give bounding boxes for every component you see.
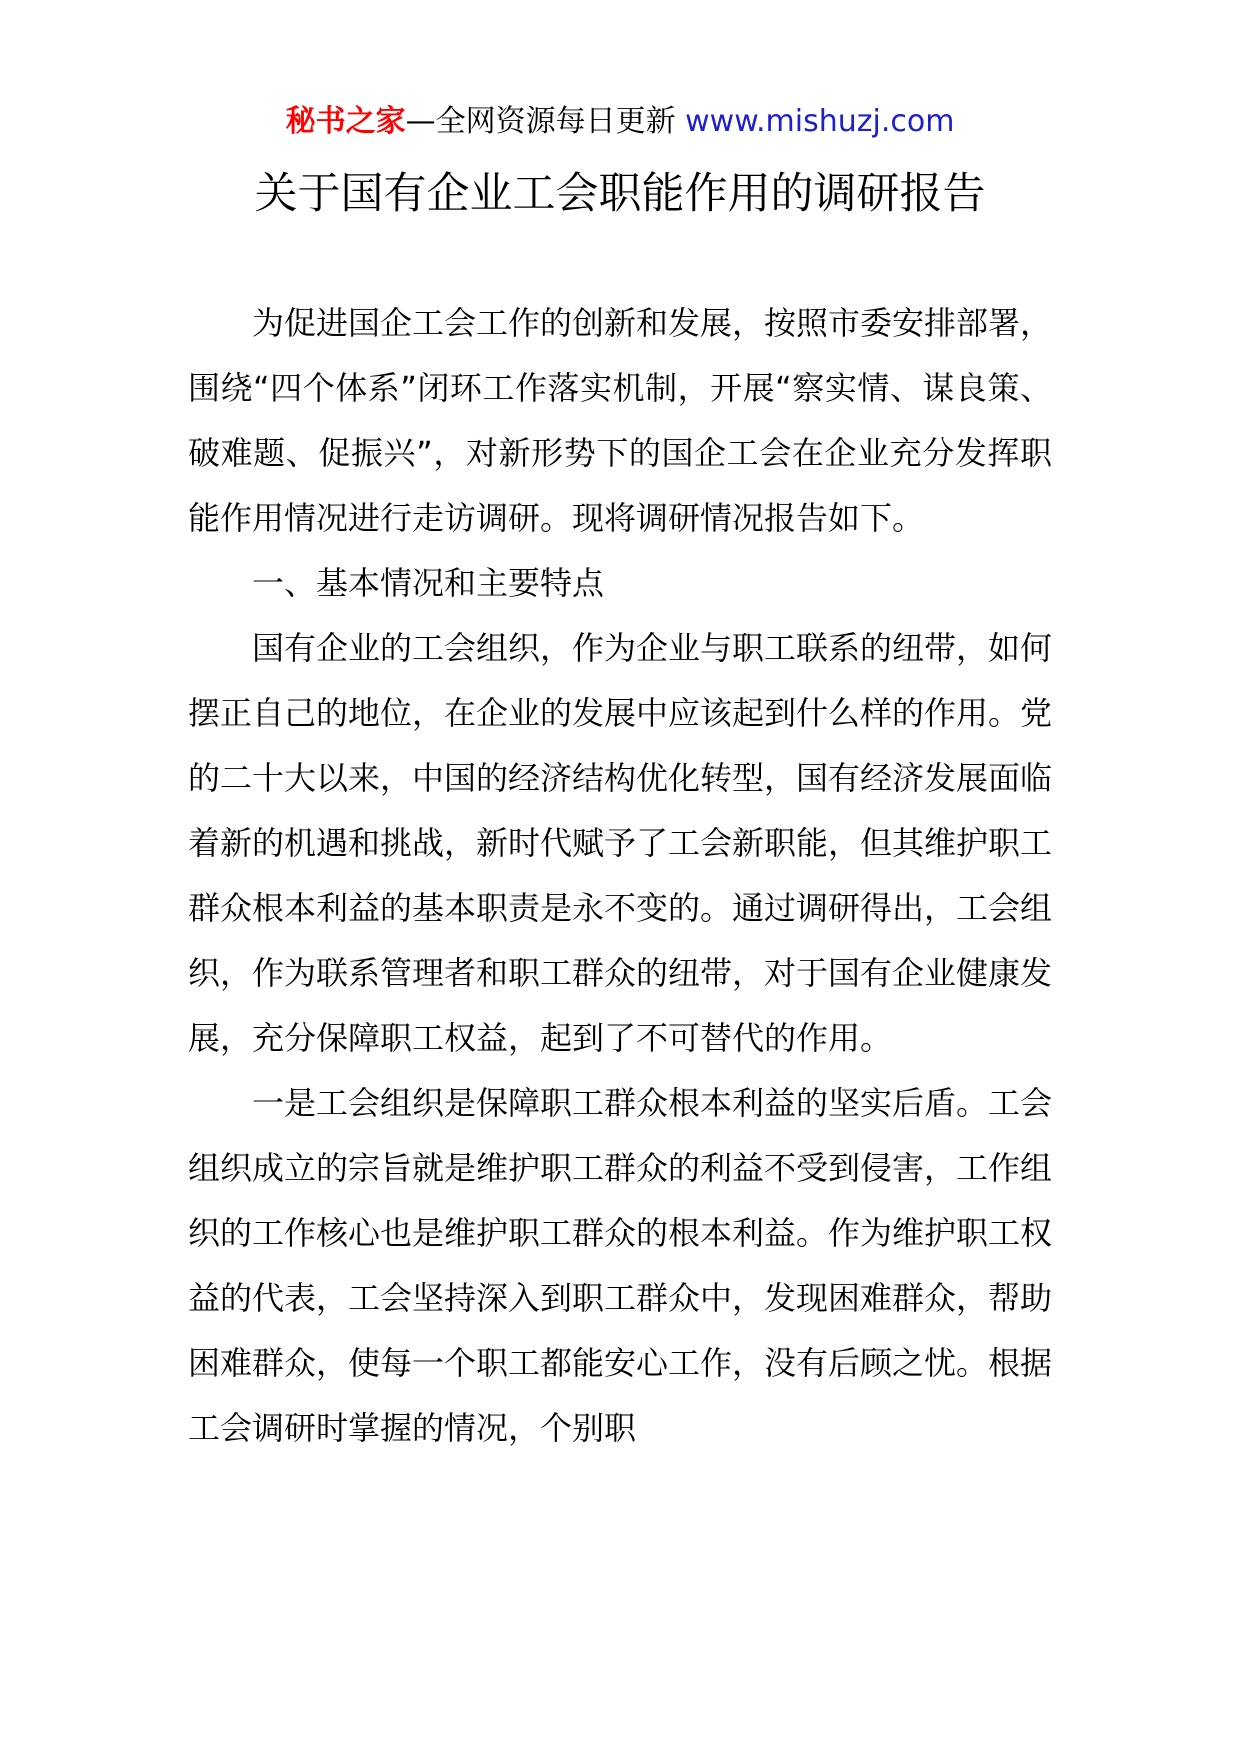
site-url-link[interactable]: www.mishuzj.com [685,104,955,139]
body-paragraph: 国有企业的工会组织，作为企业与职工联系的纽带，如何摆正自己的地位，在企业的发展中应该起到什么样的作用。党的二十大以来，中国的经济结构优化转型，国有经济发展面临着新的机遇和挑战，新时代赋予了工会新职能，但其维护职工群众根本利益的基本职责是永不变的。通过调研得出，工会组织，作为联系管理者和职工群众的纽带，对于国有企业健康发展，充分保障职工权益，起到了不可替代的作用。 [188,629,1053,1057]
site-slogan: —全网资源每日更新 [405,104,676,139]
site-brand: 秘书之家 [285,104,406,139]
document-title: 关于国有企业工会职能作用的调研报告 [254,169,986,219]
document-body [188,291,1052,1461]
site-header [0,100,1240,144]
intro-paragraph: 为促进国企工会工作的创新和发展，按照市委安排部署，围绕“四个体系”闭环工作落实机制，开展“察实情、谋良策、破难题、促振兴”，对新形势下的国企工会在企业充分发挥职能作用情况进行走访调研。现将调研情况报告如下。 [188,304,1053,537]
body-paragraph: 一是工会组织是保障职工群众根本利益的坚实后盾。工会组织成立的宗旨就是维护职工群众的利益不受到侵害，工作组织的工作核心也是维护职工群众的根本利益。作为维护职工权益的代表，工会坚持深入到职工群众中，发现困难群众，帮助困难群众，使每一个职工都能安心工作，没有后顾之忧。根据工会调研时掌握的情况，个别职 [188,1084,1053,1447]
section-heading: 一、基本情况和主要特点 [252,564,605,602]
